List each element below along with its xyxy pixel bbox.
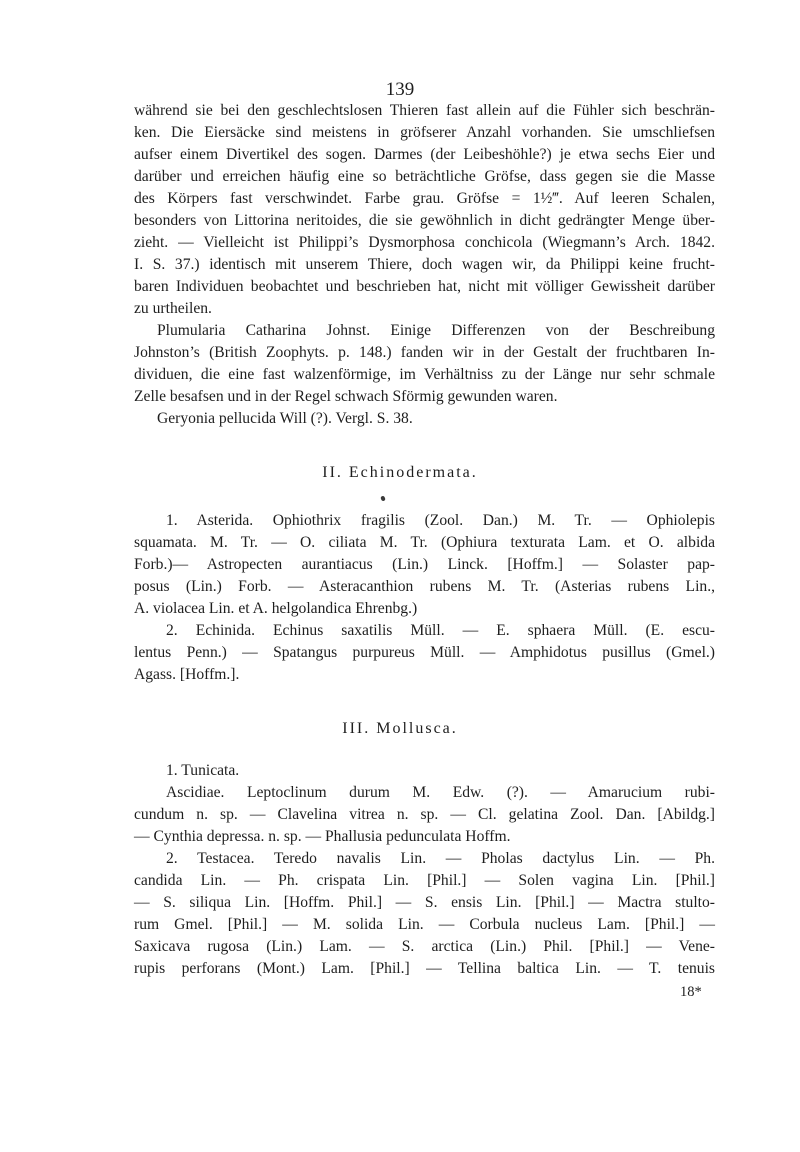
text-line: des Körpers fast verschwindet. Farbe grau. Gröfse = 1½‴. Auf leeren Schalen, xyxy=(134,190,715,207)
text-line: rum Gmel. [Phil.] — M. solida Lin. — Corbula nucleus Lam. [Phil.] — xyxy=(134,916,715,933)
text-line: A. violacea Lin. et A. helgolandica Ehrenbg.) xyxy=(134,600,418,617)
text-line: squamata. M. Tr. — O. ciliata M. Tr. (Ophiura texturata Lam. et O. albida xyxy=(134,534,715,551)
text-line: lentus Penn.) — Spatangus purpureus Müll. — Amphidotus pusillus (Gmel.) xyxy=(134,644,715,661)
text-line: I. S. 37.) identisch mit unserem Thiere, doch wagen wir, da Philippi keine frucht- xyxy=(134,256,715,273)
text-line: Plumularia Catharina Johnst. Einige Differenzen von der Beschreibung xyxy=(157,322,715,339)
text-line: candida Lin. — Ph. crispata Lin. [Phil.] — Solen vagina Lin. [Phil.] xyxy=(134,872,715,889)
text-line: Saxicava rugosa (Lin.) Lam. — S. arctica (Lin.) Phil. [Phil.] — Vene- xyxy=(134,938,715,955)
text-line: ken. Die Eiersäcke sind meistens in gröfserer Anzahl vorhanden. Sie umschliefsen xyxy=(134,124,715,141)
text-line: darüber und erreichen häufig eine so beträchtliche Gröfse, dass gegen sie die Masse xyxy=(134,168,715,185)
text-line: 1. Asterida. Ophiothrix fragilis (Zool. Dan.) M. Tr. — Ophiolepis xyxy=(166,512,715,529)
signature-mark: 18* xyxy=(680,984,702,1000)
text-line: — Cynthia depressa. n. sp. — Phallusia pedunculata Hoffm. xyxy=(134,828,511,845)
text-line: baren Individuen beobachtet und beschrieben hat, nicht mit völliger Gewissheit darüber xyxy=(134,278,715,295)
subsection-heading: 1. Tunicata. xyxy=(166,762,240,779)
text-line: Ascidiae. Leptoclinum durum M. Edw. (?). — Amarucium rubi- xyxy=(166,784,715,801)
text-line: rupis perforans (Mont.) Lam. [Phil.] — Tellina baltica Lin. — T. tenuis xyxy=(134,960,715,977)
text-line: während sie bei den geschlechtslosen Thieren fast allein auf die Fühler sich beschrän- xyxy=(134,102,715,119)
text-line: zu urtheilen. xyxy=(134,300,212,317)
text-line: Johnston’s (British Zoophyts. p. 148.) fanden wir in der Gestalt der fruchtbaren In- xyxy=(134,344,715,361)
section-heading: III. Mollusca. xyxy=(342,720,458,737)
text-line: Geryonia pellucida Will (?). Vergl. S. 38. xyxy=(157,410,413,427)
text-line: Forb.)— Astropecten aurantiacus (Lin.) Linck. [Hoffm.] — Solaster pap- xyxy=(134,556,715,573)
text-line: 2. Echinida. Echinus saxatilis Müll. — E. sphaera Müll. (E. escu- xyxy=(166,622,715,639)
print-speck xyxy=(380,495,385,501)
text-line: Agass. [Hoffm.]. xyxy=(134,666,240,683)
text-line: aufser einem Divertikel des sogen. Darmes (der Leibeshöhle?) je etwa sechs Eier und xyxy=(134,146,715,163)
text-line: cundum n. sp. — Clavelina vitrea n. sp. — Cl. gelatina Zool. Dan. [Abildg.] xyxy=(134,806,715,823)
text-line: Zelle besafsen und in der Regel schwach Sförmig gewunden waren. xyxy=(134,388,558,405)
text-line: 2. Testacea. Teredo navalis Lin. — Pholas dactylus Lin. — Ph. xyxy=(166,850,715,867)
page-number: 139 xyxy=(385,79,415,100)
section-heading: II. Echinodermata. xyxy=(322,464,478,481)
text-line: zieht. — Vielleicht ist Philippi’s Dysmorphosa conchicola (Wiegmann’s Arch. 1842. xyxy=(134,234,715,251)
text-line: dividuen, die eine fast walzenförmige, im Verhältniss zu der Länge nur sehr schmale xyxy=(134,366,715,383)
text-line: — S. siliqua Lin. [Hoffm. Phil.] — S. ensis Lin. [Phil.] — Mactra stulto- xyxy=(134,894,715,911)
text-line: posus (Lin.) Forb. — Asteracanthion rubens M. Tr. (Asterias rubens Lin., xyxy=(134,578,715,595)
text-line: besonders von Littorina neritoides, die sie gewöhnlich in dicht gedrängter Menge über- xyxy=(134,212,715,229)
